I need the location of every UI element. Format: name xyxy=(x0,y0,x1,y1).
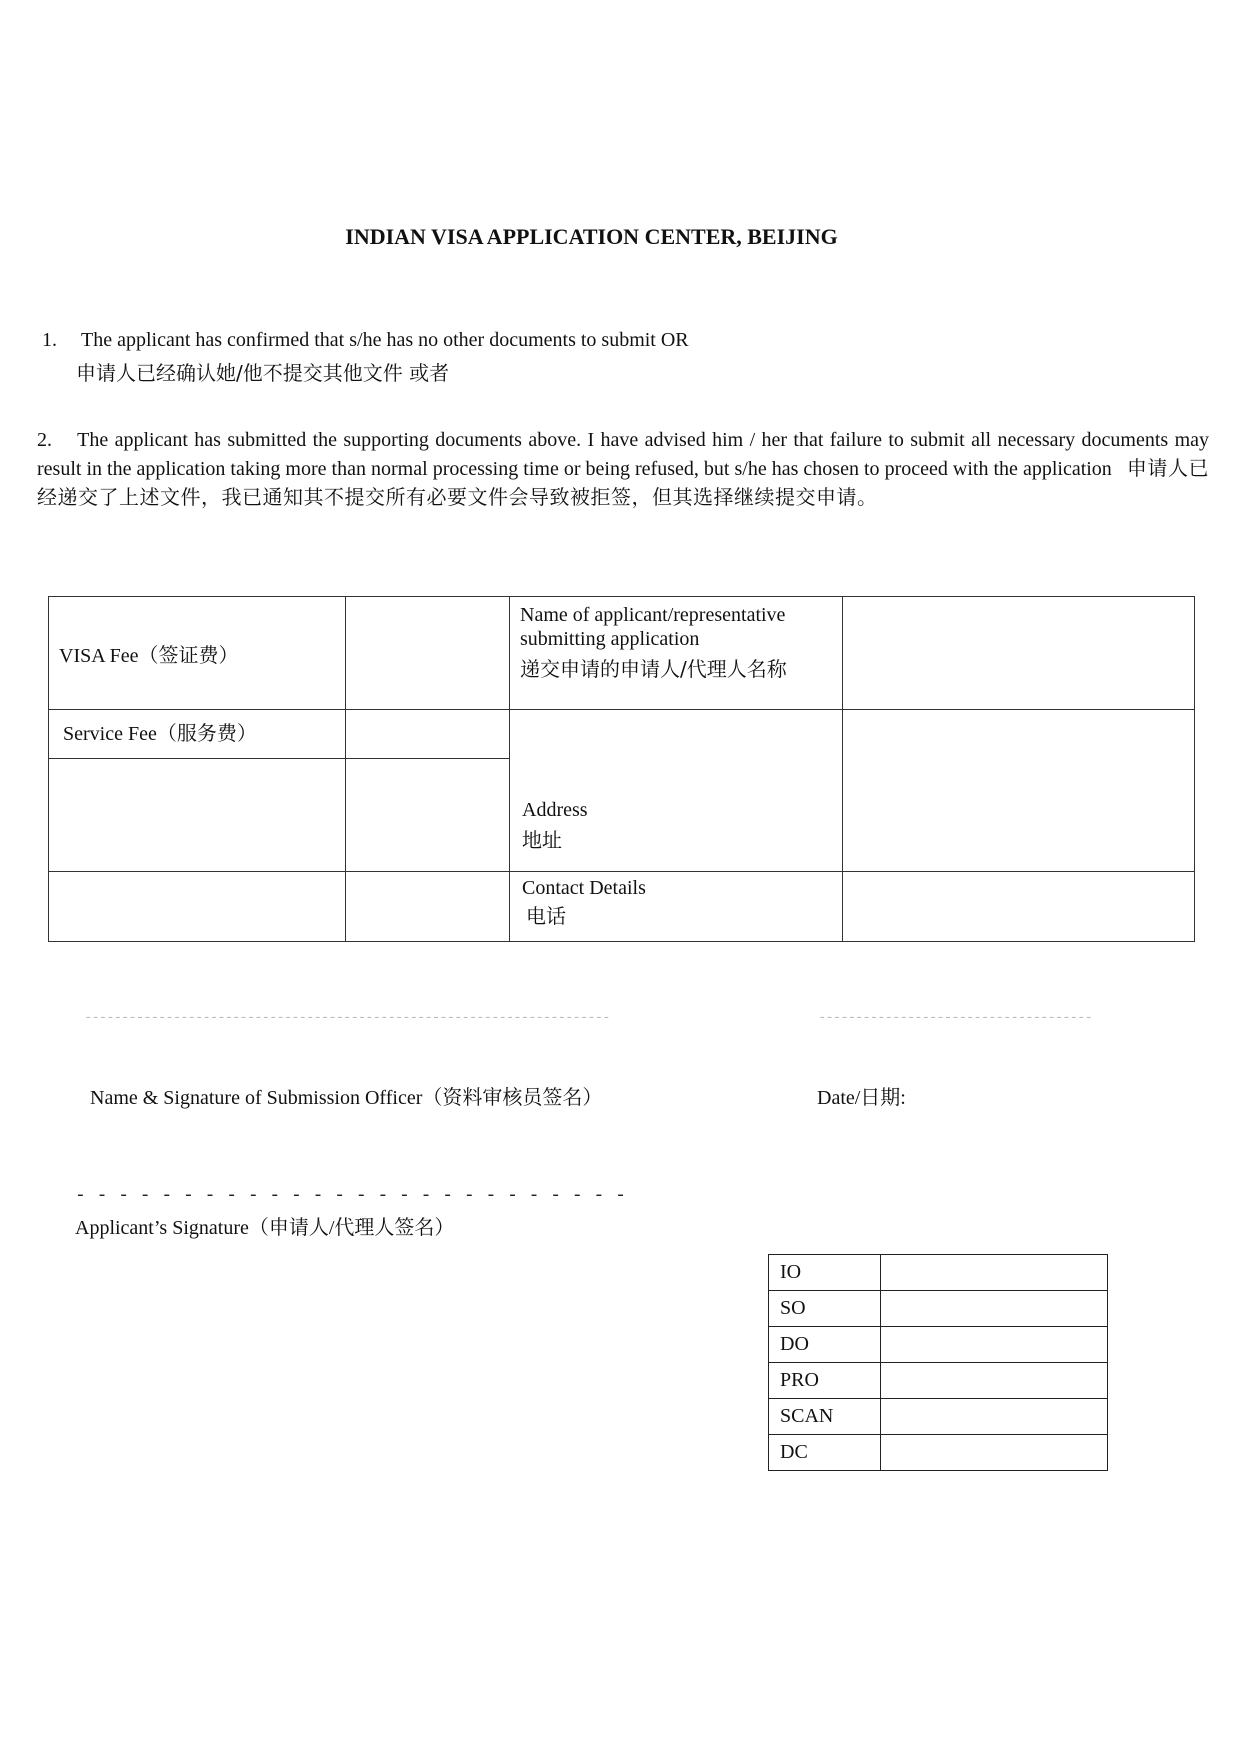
code-row xyxy=(769,1363,1108,1399)
code-row xyxy=(769,1291,1108,1327)
item1-english: The applicant has confirmed that s/he has no other documents to submit OR xyxy=(81,329,689,351)
blank-label-cell xyxy=(49,759,346,872)
address-label-chinese: 地址 xyxy=(522,828,562,852)
code-value-field[interactable] xyxy=(881,1399,1108,1435)
code-label: DO xyxy=(769,1327,881,1363)
code-row xyxy=(769,1435,1108,1471)
code-label: PRO xyxy=(769,1363,881,1399)
visa-fee-value-field[interactable] xyxy=(346,597,510,710)
fee-details-table xyxy=(48,596,1195,942)
code-value-field[interactable] xyxy=(881,1435,1108,1471)
name-label-cell xyxy=(510,597,843,710)
contact-label-english: Contact Details xyxy=(522,877,646,899)
date-label: Date/日期: xyxy=(817,1087,906,1109)
address-label-cell xyxy=(510,710,843,872)
address-label-english: Address xyxy=(522,799,588,821)
item2-english: The applicant has submitted the supporting documents above. I have advised him / her that failure to submit all necessary documents may result in the application taking more than normal processing time or being refused, but s/he has chosen to proceed with the application xyxy=(37,429,1210,480)
office-codes-table xyxy=(768,1254,1108,1471)
code-label: IO xyxy=(769,1255,881,1291)
visa-fee-label: VISA Fee（签证费） xyxy=(59,645,239,667)
item2-chinese: 申请人已经递交了上述文件，我已通知其不提交所有必要文件会导致被拒签，但其选择继续提交申请。 xyxy=(37,456,1209,509)
item1-chinese: 申请人已经确认她/他不提交其他文件 或者 xyxy=(76,361,450,385)
officer-signature-line[interactable]: ----------------------------------------------------------------------- xyxy=(84,1010,610,1026)
code-row xyxy=(769,1255,1108,1291)
name-label-chinese: 递交申请的申请人/代理人名称 xyxy=(520,657,787,681)
code-row xyxy=(769,1327,1108,1363)
applicant-signature-label: Applicant’s Signature（申请人/代理人签名） xyxy=(75,1217,455,1239)
contact-label-chinese: 电话 xyxy=(526,904,566,928)
document-title: INDIAN VISA APPLICATION CENTER, BEIJING xyxy=(345,224,838,249)
item1-number: 1. xyxy=(42,329,57,351)
code-label: SO xyxy=(769,1291,881,1327)
item2-paragraph xyxy=(37,426,1209,512)
contact-value-field[interactable] xyxy=(843,872,1195,942)
code-row xyxy=(769,1399,1108,1435)
code-value-field[interactable] xyxy=(881,1327,1108,1363)
blank-value-field[interactable] xyxy=(346,759,510,872)
code-value-field[interactable] xyxy=(881,1363,1108,1399)
date-line[interactable]: ------------------------------------- xyxy=(818,1010,1092,1026)
blank-value-field-2[interactable] xyxy=(346,872,510,942)
visa-fee-label-cell xyxy=(49,597,346,710)
code-label: DC xyxy=(769,1435,881,1471)
code-value-field[interactable] xyxy=(881,1291,1108,1327)
item2-number: 2. xyxy=(37,429,52,451)
officer-signature-label-text: Name & Signature of Submission Officer（资料审核员签名） xyxy=(90,1087,603,1109)
service-fee-value-field[interactable] xyxy=(346,710,510,759)
service-fee-label: Service Fee（服务费） xyxy=(63,723,257,745)
blank-label-cell-2 xyxy=(49,872,346,942)
address-value-field[interactable] xyxy=(843,710,1195,872)
code-value-field[interactable] xyxy=(881,1255,1108,1291)
name-value-field[interactable] xyxy=(843,597,1195,710)
applicant-signature-line[interactable]: - - - - - - - - - - - - - - - - - - - - - - - - - - xyxy=(75,1186,626,1206)
name-label-english: Name of applicant/representative submitting application xyxy=(520,604,786,650)
officer-signature-label xyxy=(90,1084,602,1112)
service-fee-label-cell xyxy=(49,710,346,759)
contact-label-cell xyxy=(510,872,843,942)
code-label: SCAN xyxy=(769,1399,881,1435)
